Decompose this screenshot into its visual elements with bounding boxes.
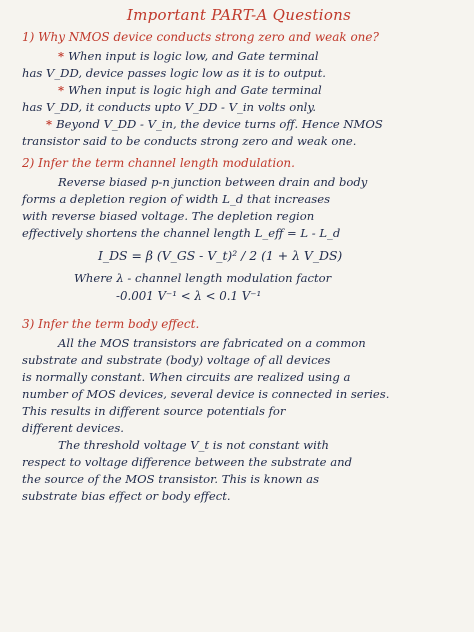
q3-line-5: This results in different source potentials for	[22, 404, 286, 418]
page-title: Important PART-A Questions	[126, 6, 352, 24]
asterisk-icon: *	[58, 49, 65, 63]
q2-line-1: Reverse biased p-n junction between drain and body	[58, 175, 368, 189]
lambda-range: -0.001 V⁻¹ < λ < 0.1 V⁻¹	[116, 289, 262, 303]
q3-line-4: number of MOS devices, several device is connected in series.	[22, 387, 390, 401]
q1-line-3: * When input is logic high and Gate terminal	[58, 83, 322, 97]
asterisk-icon: *	[58, 83, 65, 97]
q3-line-1: All the MOS transistors are fabricated on a common	[58, 336, 366, 350]
q3-line-8: respect to voltage difference between the substrate and	[22, 455, 353, 469]
q3-line-2: substrate and substrate (body) voltage of all devices	[22, 353, 331, 367]
q2-line-3: with reverse biased voltage. The depletion region	[22, 209, 315, 223]
question-1: 1) Why NMOS device conducts strong zero and weak one?	[22, 30, 379, 44]
q3-line-9: the source of the MOS transistor. This is known as	[22, 472, 320, 486]
q2-line-4: effectively shortens the channel length L_eff = L - L_d	[22, 226, 341, 240]
q1-line-2: has V_DD, device passes logic low as it is to output.	[22, 66, 326, 80]
q1-line-4: has V_DD, it conducts upto V_DD - V_in volts only.	[22, 100, 317, 114]
asterisk-icon: *	[46, 117, 53, 131]
q3-line-10: substrate bias effect or body effect.	[22, 489, 231, 503]
question-2: 2) Infer the term channel length modulation.	[22, 156, 295, 170]
q1-line-5: * Beyond V_DD - V_in, the device turns off. Hence NMOS	[46, 117, 383, 131]
q3-line-7: The threshold voltage V_t is not constant with	[58, 438, 329, 452]
question-3: 3) Infer the term body effect.	[22, 317, 200, 331]
q2-where-line: Where λ - channel length modulation factor	[74, 271, 332, 285]
q3-line-6: different devices.	[22, 421, 124, 435]
q3-line-3: is normally constant. When circuits are realized using a	[22, 370, 351, 384]
q1-line-1: * When input is logic low, and Gate terminal	[58, 49, 319, 63]
drain-current-formula: I_DS = β (V_GS - V_t)² / 2 (1 + λ V_DS)	[98, 248, 343, 263]
q2-line-2: forms a depletion region of width L_d that increases	[22, 192, 331, 206]
q1-line-6: transistor said to be conducts strong zero and weak one.	[22, 134, 357, 148]
